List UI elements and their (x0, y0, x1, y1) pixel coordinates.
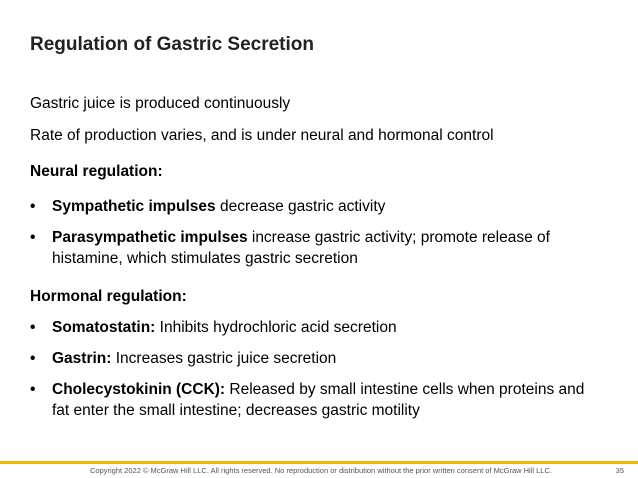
neural-heading: Neural regulation: (30, 163, 163, 180)
intro-line-1: Gastric juice is produced continuously (30, 95, 291, 112)
bullet-term: Cholecystokinin (CCK): (52, 381, 226, 398)
bullet-text: Released by small intestine cells when proteins and fat enter the small intestine; decreases gastric motility (52, 381, 585, 419)
bullet-text: decrease gastric activity (215, 198, 386, 215)
intro-line-2: Rate of production varies, and is under neural and hormonal control (30, 127, 494, 144)
bullet-term: Sympathetic impulses (52, 198, 216, 215)
bullet-marker: • (30, 198, 36, 215)
bullet-term: Somatostatin: (52, 319, 156, 336)
hormonal-bullet-1 (30, 317, 620, 338)
bullet-marker: • (30, 350, 36, 367)
copyright-notice: Copyright 2022 © McGraw Hill LLC. All rights reserved. No reproduction or distribution without the prior written consent of McGraw Hill LLC. (90, 466, 552, 475)
neural-bullet-1 (30, 196, 620, 217)
bullet-term: Parasympathetic impulses (52, 229, 248, 246)
bullet-text: increase gastric activity; promote release of histamine, which stimulates gastric secretion (52, 229, 550, 267)
bullet-text: Inhibits hydrochloric acid secretion (155, 319, 397, 336)
hormonal-heading: Hormonal regulation: (30, 288, 187, 305)
slide-title: Regulation of Gastric Secretion (30, 34, 314, 55)
bullet-marker: • (30, 381, 36, 398)
bullet-text: Increases gastric juice secretion (111, 350, 337, 367)
bullet-term: Gastrin: (52, 350, 112, 367)
hormonal-bullet-2 (30, 348, 620, 369)
bullet-marker: • (30, 319, 36, 336)
hormonal-bullet-3 (30, 379, 605, 421)
page-number: 35 (615, 466, 624, 475)
footer-accent-line (0, 461, 638, 464)
bullet-marker: • (30, 229, 36, 246)
neural-bullet-2 (30, 227, 590, 269)
